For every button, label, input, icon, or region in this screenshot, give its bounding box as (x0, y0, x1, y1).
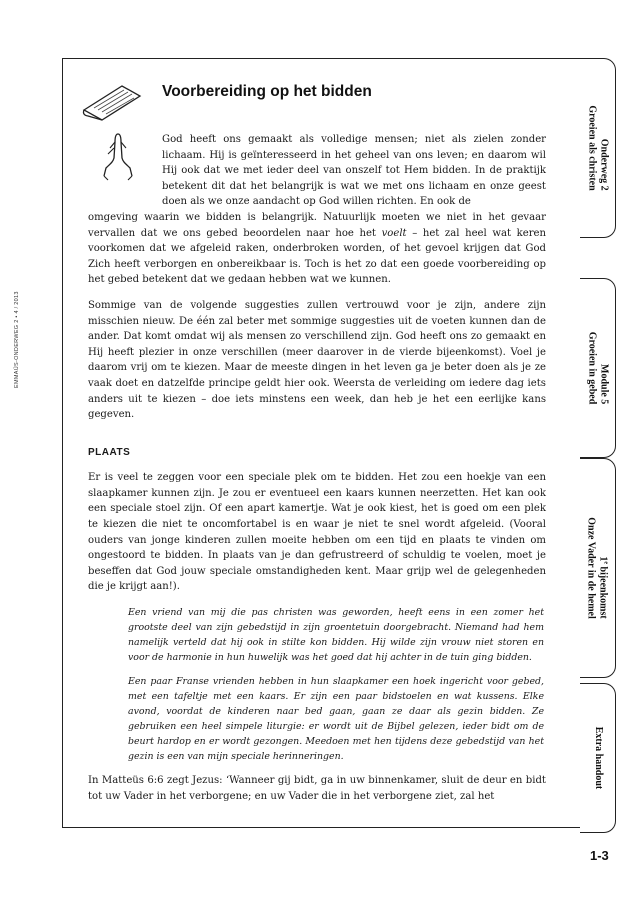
tab-module-line2: Groeien in gebed (586, 331, 598, 405)
tab-module[interactable] (580, 278, 616, 458)
tab-bijeenkomst-line1: 1e bijeenkomst (596, 556, 609, 619)
page-title: Voorbereiding op het bidden (162, 83, 372, 100)
tab-onderweg[interactable] (580, 58, 616, 238)
tab-extra-handout[interactable] (580, 683, 616, 833)
quote-garden: Een vriend van mij die pas christen was geworden, heeft eens in een zomer het grootste deel van zijn gebedstijd in zijn groentetuin doorgebracht. Niemand had hem namelijk verteld dat hij ook in stilte kon bidden. Hij wilde zijn vrouw niet storen en voor de harmonie in hun huwelijk was het goed dat hij achter in de tuin ging bidden. (128, 607, 544, 664)
intro-text-a: omgeving waarin we bidden is belangrijk. Natuurlijk moeten we niet in het gevaar vervallen dat we ons gebed beoordelen naar hoe het (88, 211, 546, 239)
tab-onderweg-line1: Onderweg 2 (598, 138, 609, 191)
quote-french-friends: Een paar Franse vrienden hebben in hun slaapkamer een hoek ingericht voor gebed, met een tafeltje met een kaars. Er zijn een paar bidstoelen en wat kussens. Elke avond, voordat de kinderen naar bed gaan, gaan ze daar als gezin bidden. Ze gebruiken een heel simpele liturgie: er wordt uit de Bijbel gelezen, ieder bidt om de beurt hardop en er wordt gezongen. Meedoen met hen tijdens deze gebedstijd van het gezin is een van mijn speciale herinneringen. (128, 676, 544, 763)
place-paragraph: Er is veel te zeggen voor een speciale plek om te bidden. Het zou een hoekje van een slaapkamer kunnen zijn. Je zou er eventueel een kaars kunnen neerzetten. Het kan ook een speciale stoel zijn. Of een apart kamertje. Wat je ook kiest, het is goed om een plek te kiezen die niet te oncomfortabel is en waar je niet te snel wordt afgeleid. (Vooral ouders van jonge kinderen zullen moeite hebben om een tijd en plaats te vinden om ongestoord te bidden. In plaats van je dan gefrustreerd of schuldig te voelen, moet je beseffen dat God jouw speciale omstandigheden kent. Maar grijp wel de gelegenheden die je krijgt aan!). (88, 472, 546, 593)
tab-onderweg-label (586, 105, 609, 190)
tab-extra-handout-label (592, 727, 604, 790)
tab-bijeenkomst-line2: Onze Vader in de hemel (585, 517, 597, 619)
tab-extra-handout-line1: Extra handout (592, 726, 604, 790)
article-body (88, 132, 546, 814)
section-heading-plaats: PLAATS (88, 446, 131, 458)
tab-module-label (586, 332, 609, 405)
intro-emphasis: voelt (381, 227, 407, 239)
section-tabs (580, 58, 620, 838)
tab-bijeenkomst-label (585, 517, 610, 618)
intro-paragraph-rest (88, 210, 546, 288)
intro-paragraph-indented: God heeft ons gemaakt als volledige mensen; niet als zielen zonder lichaam. Hij is geïnteresseerd in het geheel van ons leven; en daarom wil Hij ook dat we met ieder deel van onszelf tot Hem bidden. In de praktijk betekent dit dat het belangrijk is wat we met ons lichaam en onze geest doen als we onze aandacht op God willen richten. En ook de (162, 134, 546, 208)
matteus-paragraph: In Matteüs 6:6 zegt Jezus: ‘Wanneer gij bidt, ga in uw binnenkamer, sluit de deur en bidt tot uw Vader in het verborgene; en uw Vader die in het verborgene ziet, zal het (88, 775, 546, 802)
tab-bijeenkomst[interactable] (580, 458, 616, 678)
tab-onderweg-line2: Groeien als christen (586, 105, 598, 191)
magazine-side-note: EMMAÜS-ONDERWEG 2 • 4 / 2013 (14, 291, 20, 388)
page-number: 1-3 (590, 848, 609, 863)
intro-text-b: – het zal heel wat keren voorkomen dat we afgeleid raken, onderbroken worden, of het gevoel krijgen dat God Zich heeft verborgen en onbereikbaar is. Toch is het zo dat een goede voorbereiding op het gebed betekent dat we gedaan hebben wat we kunnen. (88, 227, 547, 286)
paper-sheet-icon (80, 82, 144, 124)
suggestions-paragraph: Sommige van de volgende suggesties zullen vertrouwd voor je zijn, andere zijn misschien nieuw. De één zal beter met sommige suggesties uit de voeten kunnen dan de ander. Dat komt omdat wij als mensen zo verschillend zijn. God heeft ons zo gemaakt en Hij heeft plezier in onze verschillen (meer daarover in de vierde bijeenkomst). Voel je daarom vrij om te kiezen. Maar de meeste dingen in het leven ga je beter doen als je ze vaak doet en datzelfde principe geldt hier ook. Weersta de verleiding om iedere dag iets anders uit te kiezen – doe iets minstens een week, dan heb je het een eerlijke kans gegeven. (88, 299, 546, 421)
tab-module-line1: Module 5 (598, 364, 609, 405)
